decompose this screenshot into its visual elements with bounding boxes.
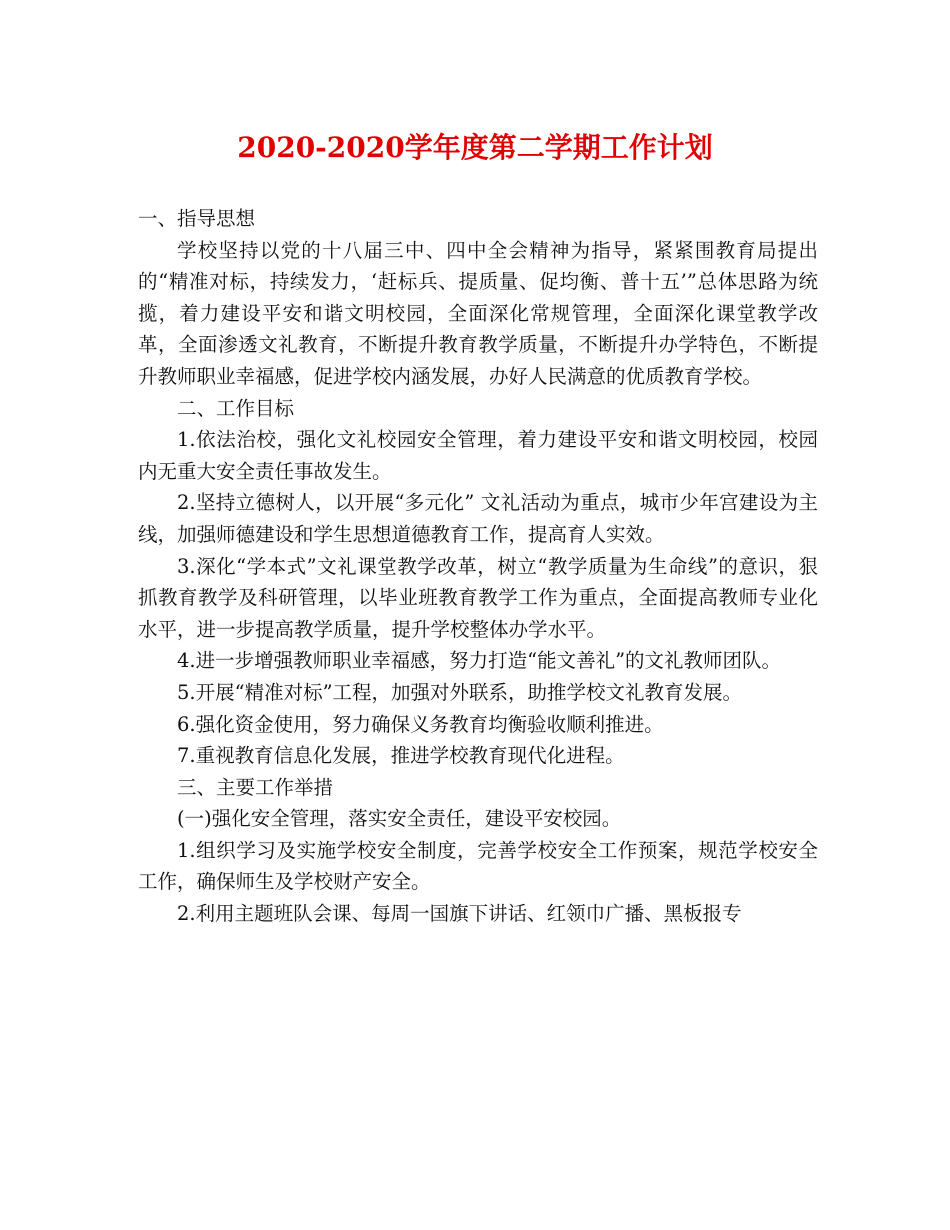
paragraph: 1.组织学习及实施学校安全制度，完善学校安全工作预案，规范学校安全工作，确保师生及学校财产安全。 bbox=[138, 838, 818, 894]
paragraph: 2.坚持立德树人，以开展“多元化” 文礼活动为重点，城市少年宫建设为主线，加强师德建设和学生思想道德教育工作，提高育人实效。 bbox=[138, 491, 818, 546]
paragraph: 二、工作目标 bbox=[177, 396, 295, 420]
paragraph: 2.利用主题班队会课、每周一国旗下讲话、红领巾广播、黑板报专 bbox=[177, 902, 742, 926]
section-heading: 一、指导思想 bbox=[138, 207, 256, 230]
paragraph: 7.重视教育信息化发展，推进学校教育现代化进程。 bbox=[177, 744, 625, 768]
paragraph: 三、主要工作举措 bbox=[177, 775, 334, 799]
paragraph: 5.开展“精准对标”工程，加强对外联系，助推学校文礼教育发展。 bbox=[177, 680, 743, 704]
document-body bbox=[138, 203, 818, 930]
paragraph: 6.强化资金使用，努力确保义务教育均衡验收顺利推进。 bbox=[177, 712, 664, 736]
paragraph: 4.进一步增强教师职业幸福感，努力打造“能文善礼”的文礼教师团队。 bbox=[177, 649, 782, 673]
paragraph: 学校坚持以党的十八届三中、四中全会精神为指导，紧紧围教育局提出的“精准对标，持续发力，‘赶标兵、提质量、促均衡、普十五’”总体思路为统揽，着力建设平安和谐文明校园，全面深化常规管理，全面深化课堂教学改革，全面渗透文礼教育，不断提升教育教学质量，不断提升办学特色，不断提升教师职业幸福感，促进学校内涵发展，办好人民满意的优质教育学校。 bbox=[138, 238, 818, 388]
document-title: 2020-2020学年度第二学期工作计划 bbox=[237, 131, 713, 164]
paragraph: (一)强化安全管理，落实安全责任，建设平安校园。 bbox=[177, 807, 622, 831]
paragraph: 1.依法治校，强化文礼校园安全管理，着力建设平安和谐文明校园，校园内无重大安全责任事故发生。 bbox=[138, 428, 818, 483]
paragraph: 3.深化“学本式”文礼课堂教学改革，树立“教学质量为生命线”的意识，狠抓教育教学及科研管理，以毕业班教育教学工作为重点，全面提高教师专业化水平，进一步提高教学质量，提升学校整体办学水平。 bbox=[138, 554, 818, 641]
